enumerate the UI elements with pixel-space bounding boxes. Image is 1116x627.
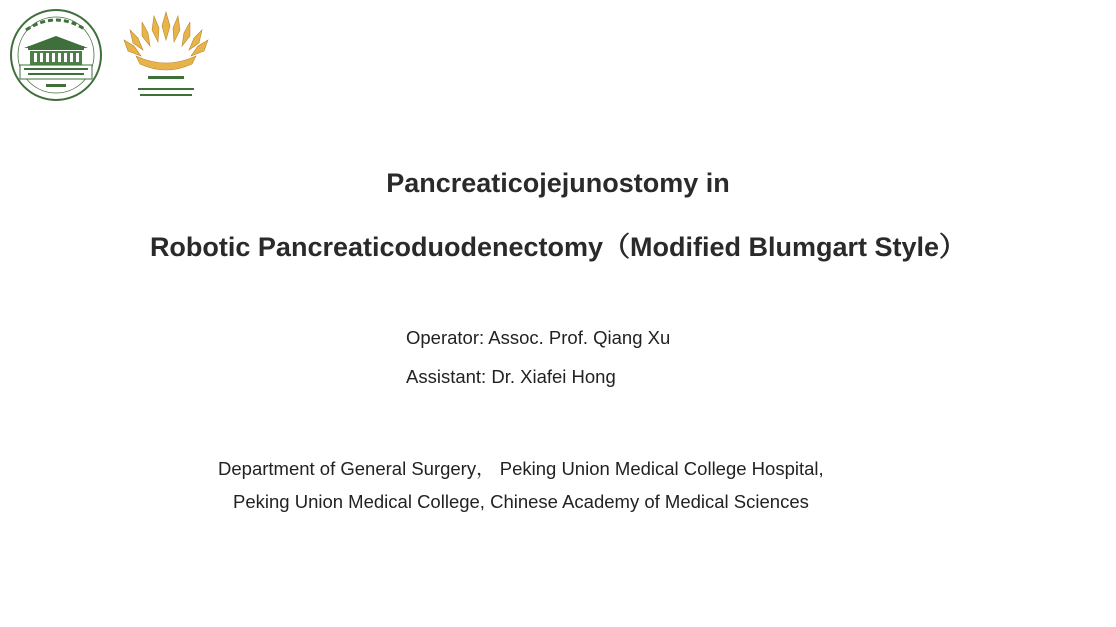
department-logo (116, 6, 216, 102)
affiliation-line-2: Peking Union Medical College, Chinese Academy of Medical Sciences (233, 491, 809, 512)
hospital-logo (6, 8, 106, 102)
assistant-credit: Assistant: Dr. Xiafei Hong (406, 366, 616, 387)
affiliation-line-1: Department of General Surgery， Peking Union Medical College Hospital, (218, 458, 824, 479)
operator-credit: Operator: Assoc. Prof. Qiang Xu (406, 327, 671, 348)
title-line-1: Pancreaticojejunostomy in (386, 168, 730, 198)
title-line-2: Robotic Pancreaticoduodenectomy（Modified Blumgart Style） (149, 232, 967, 262)
